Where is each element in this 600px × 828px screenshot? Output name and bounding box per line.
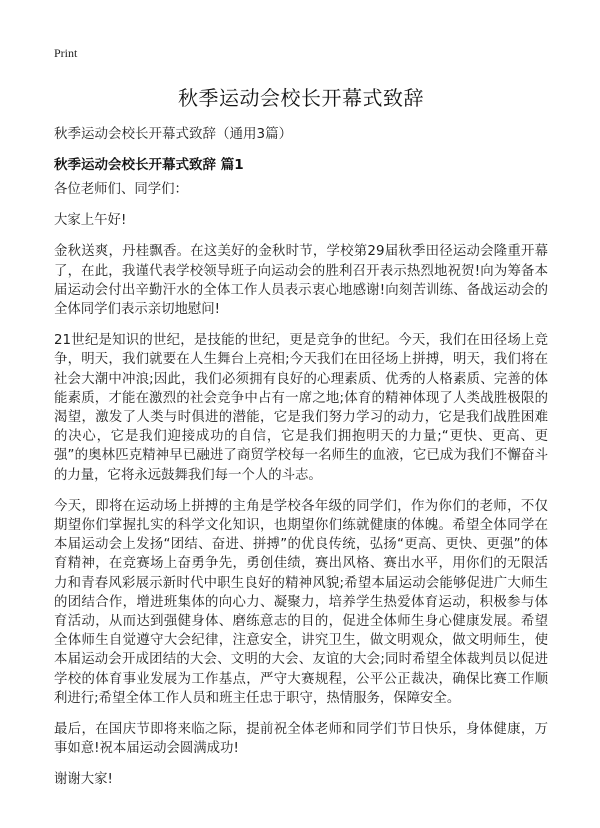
section-heading: 秋季运动会校长开幕式致辞 篇1: [54, 157, 244, 173]
document-subtitle: 秋季运动会校长开幕式致辞（通用3篇）: [54, 126, 293, 142]
thanks-paragraph: 谢谢大家!: [54, 772, 113, 788]
page-title: 秋季运动会校长开幕式致辞: [178, 86, 424, 110]
expectations-paragraph: 今天，即将在运动场上拼搏的主角是学校各年级的同学们，作为你们的老师，不仅期望你们掌握扎实的科学文化知识，也期望你们练就健康的体魄。希望全体同学在本届运动会上发扬“团结、奋进、拼搏”的优良传统，弘扬“更高、更快、更强”的体育精神，在竞赛场上奋勇争先，勇创佳绩，赛出风格、赛出水平，用你们的无限活力和青春风彩展示新时代中职生良好的精神风貌;希望本届运动会能够促进广大师生的团结合作，增进班集体的向心力、凝聚力，培养学生热爱体育运动，积极参与体育活动，从而达到强健身体、磨练意志的目的，促进全体师生身心健康发展。希望全体师生自觉遵守大会纪律，注意安全，讲究卫生，做文明观众，做文明师生，使本届运动会开成团结的大会、文明的大会、友谊的大会;同时希望全体裁判员以促进学校的体育事业发展为工作基点，严守大赛规程，公平公正裁决，确保比赛工作顺利进行;希望全体工作人员和班主任忠于职守，热情服务，保障安全。: [54, 498, 548, 706]
document-body: [54, 180, 548, 802]
salutation-paragraph: 各位老师们、同学们：: [54, 182, 188, 197]
opening-paragraph: 金秋送爽，丹桂飘香。在这美好的金秋时节，学校第29届秋季田径运动会隆重开幕了，在此，我谨代表学校领导班子向运动会的胜利召开表示热烈地祝贺!向为筹备本届运动会付出辛勤汗水的全体工作人员表示衷心地感谢!向刻苦训练、备战运动会的全体同学们表示亲切地慰问!: [54, 244, 548, 318]
greeting-paragraph: 大家上午好!: [54, 213, 127, 229]
century-paragraph: 21世纪是知识的世纪，是技能的世纪，更是竞争的世纪。今天，我们在田径场上竞争，明天，我们就要在人生舞台上亮相;今天我们在田径场上拼搏，明天，我们将在社会大潮中冲浪;因此，我们必须拥有良好的心理素质、优秀的人格素质、完善的体能素质，才能在激烈的社会竞争中占有一席之地;体育的精神体现了人类战胜极限的渴望，激发了人类与时俱进的潜能，它是我们努力学习的动力，它是我们战胜困难的决心，它是我们迎接成功的自信，它是我们拥抱明天的力量;“更快、更高、更强”的奥林匹克精神早已融进了商贸学校每一名师生的血液，它已成为我们不懈奋斗的力量，它将永远鼓舞我们每一个人的斗志。: [54, 333, 548, 483]
closing-wishes-paragraph: 最后，在国庆节即将来临之际，提前祝全体老师和同学们节日快乐，身体健康，万事如意!祝本届运动会圆满成功!: [54, 722, 548, 757]
print-label: Print: [54, 46, 78, 60]
